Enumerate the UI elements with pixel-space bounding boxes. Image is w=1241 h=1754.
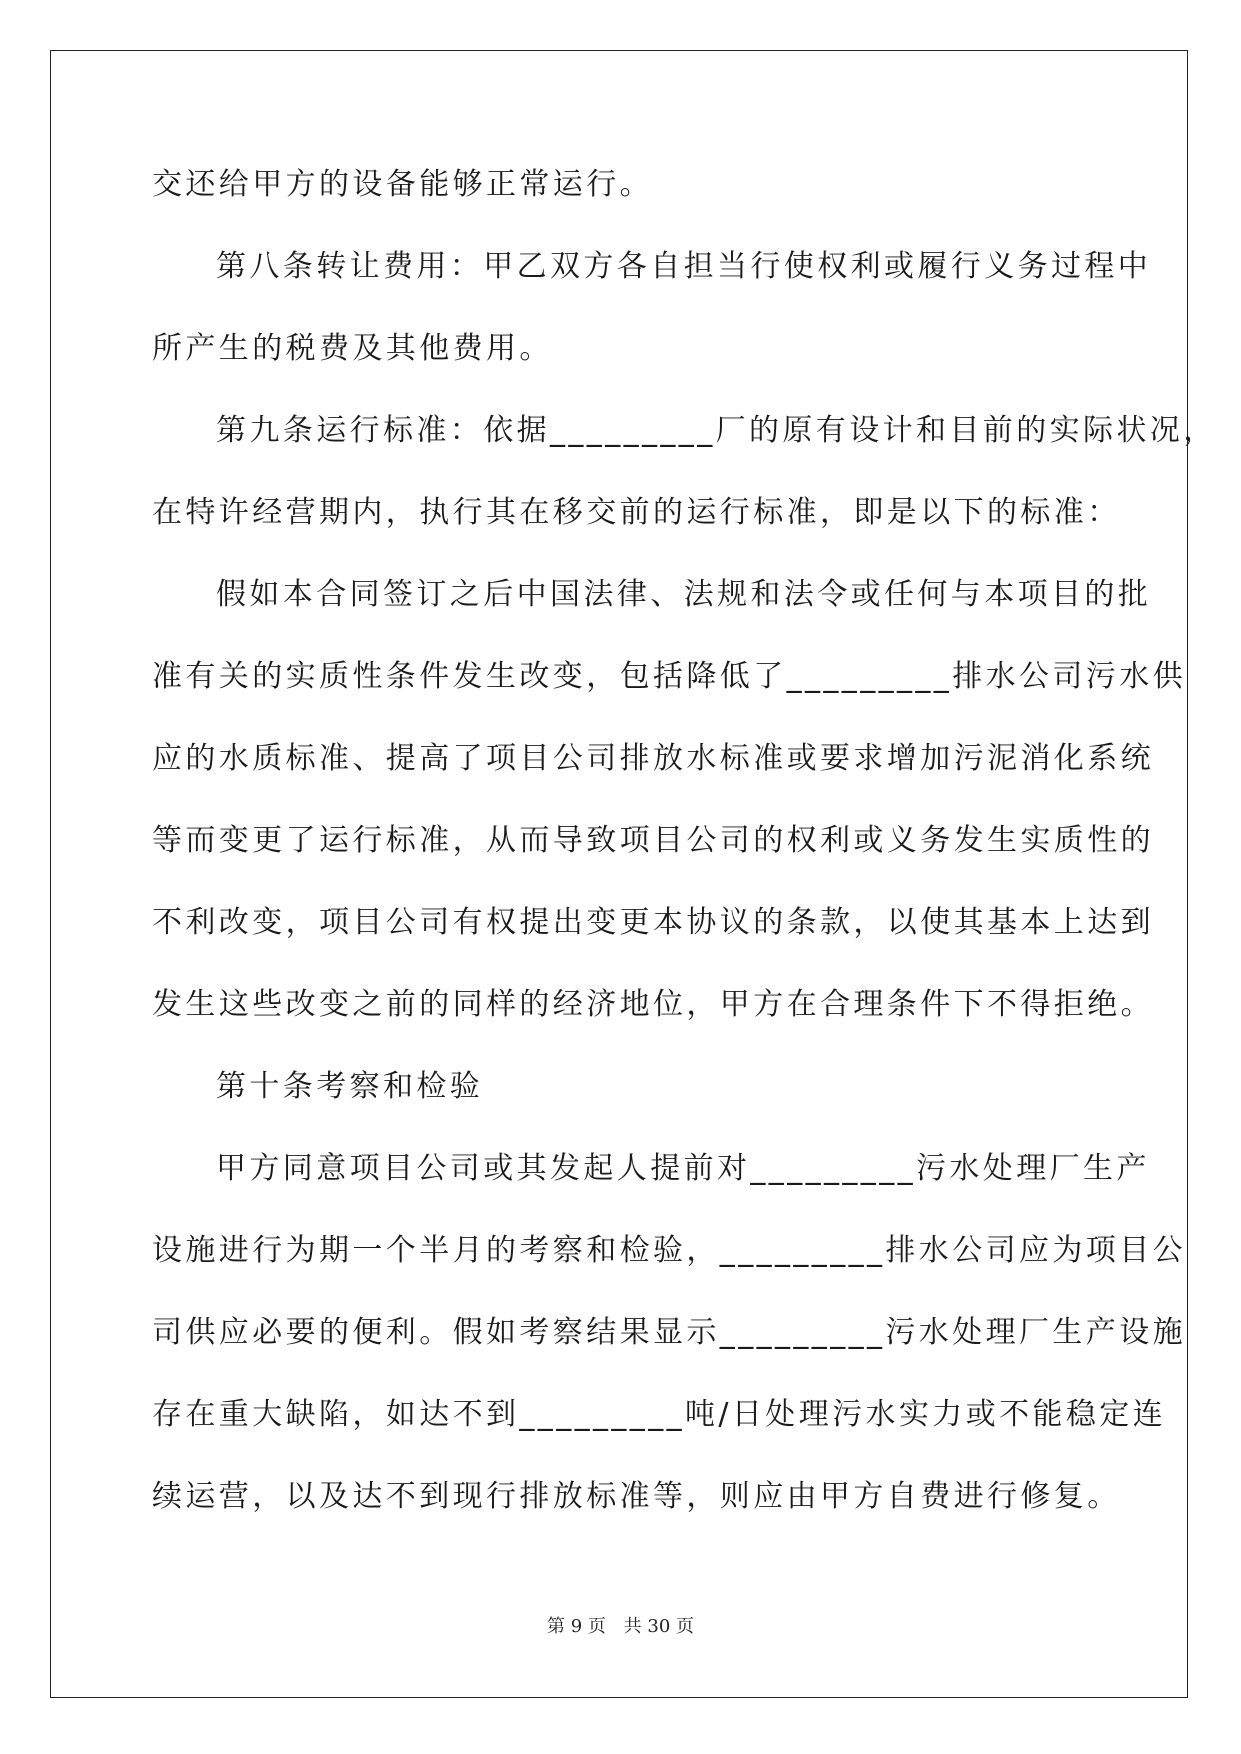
paragraph-line: 设施进行为期一个半月的考察和检验，_________排水公司应为项目公 xyxy=(152,1233,1186,1268)
paragraph-line: 交还给甲方的设备能够正常运行。 xyxy=(152,167,653,202)
paragraph-line: 续运营，以及达不到现行排放标准等，则应由甲方自费进行修复。 xyxy=(152,1479,1121,1514)
page-footer xyxy=(0,1612,1241,1638)
paragraph-line: 假如本合同签订之后中国法律、法规和法令或任何与本项目的批 xyxy=(216,577,1152,612)
paragraph-line: 甲方同意项目公司或其发起人提前对_________污水处理厂生产 xyxy=(216,1151,1150,1186)
paragraph-line: 不利改变，项目公司有权提出变更本协议的条款，以使其基本上达到 xyxy=(152,905,1154,940)
paragraph-line: 第九条运行标准：依据_________厂的原有设计和目前的实际状况， xyxy=(216,413,1217,448)
page-total: 共 30 页 xyxy=(623,1616,694,1637)
paragraph-line: 存在重大缺陷，如达不到_________吨/日处理污水实力或不能稳定连 xyxy=(152,1397,1167,1432)
paragraph-line: 所产生的税费及其他费用。 xyxy=(152,331,553,366)
paragraph-line: 准有关的实质性条件发生改变，包括降低了_________排水公司污水供 xyxy=(152,659,1186,694)
paragraph-line: 第八条转让费用：甲乙双方各自担当行使权利或履行义务过程中 xyxy=(216,249,1152,284)
paragraph-line: 司供应必要的便利。假如考察结果显示_________污水处理厂生产设施 xyxy=(152,1315,1186,1350)
document-body xyxy=(152,160,1217,1554)
paragraph-line: 应的水质标准、提高了项目公司排放水标准或要求增加污泥消化系统 xyxy=(152,741,1154,776)
page-number: 第 9 页 xyxy=(547,1616,606,1637)
paragraph-line: 在特许经营期内，执行其在移交前的运行标准，即是以下的标准： xyxy=(152,495,1121,530)
paragraph-line: 等而变更了运行标准，从而导致项目公司的权利或义务发生实质性的 xyxy=(152,823,1154,858)
paragraph-line: 发生这些改变之前的同样的经济地位，甲方在合理条件下不得拒绝。 xyxy=(152,987,1154,1022)
section-heading: 第十条考察和检验 xyxy=(216,1069,484,1104)
